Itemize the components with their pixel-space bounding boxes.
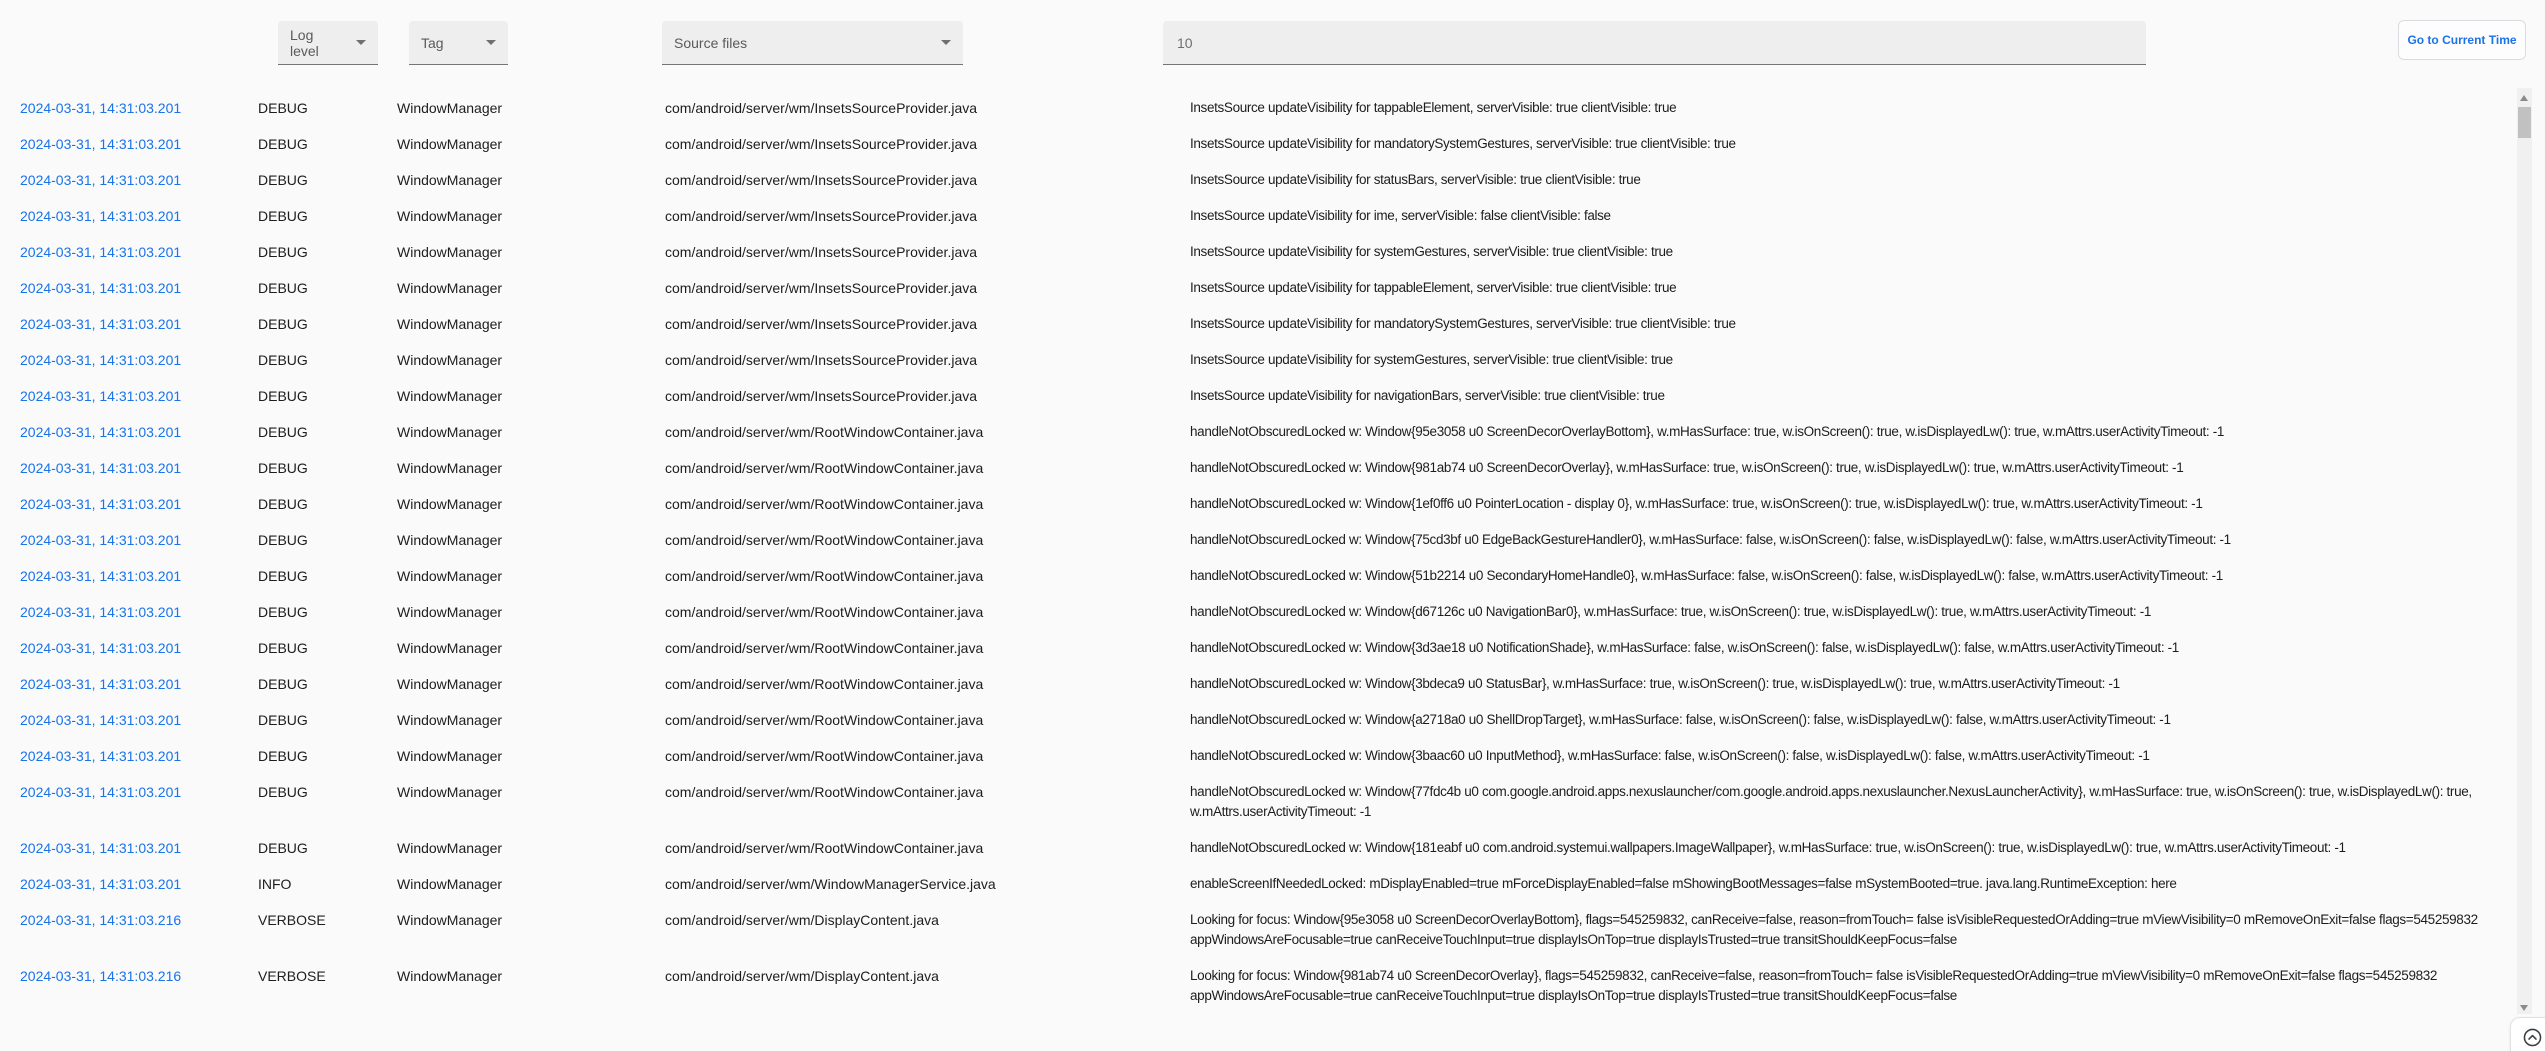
log-entry-row [0,630,2545,666]
log-tag: WindowManager [397,424,503,440]
log-message: InsetsSource updateVisibility for statusBars, serverVisible: true clientVisible: true [1190,172,1641,187]
log-message: handleNotObscuredLocked w: Window{95e3058 u0 ScreenDecorOverlayBottom}, w.mHasSurface: true, w.isOnScreen(): true, w.isDisplayedLw(): true, w.mAttrs.userActivityTimeout: -1 [1190,424,2225,439]
log-tag: WindowManager [397,532,503,548]
log-message: InsetsSource updateVisibility for ime, serverVisible: false clientVisible: false [1190,208,1611,223]
log-level: DEBUG [258,676,308,692]
log-source-file: com/android/server/wm/InsetsSourceProvider.java [665,316,978,332]
log-message: handleNotObscuredLocked w: Window{3bdeca9 u0 StatusBar}, w.mHasSurface: true, w.isOnScreen(): true, w.isDisplayedLw(): true, w.mAttrs.userActivityTimeout: -1 [1190,676,2120,691]
log-entry-row [0,234,2545,270]
log-tag: WindowManager [397,280,503,296]
log-level-filter-select[interactable] [278,21,378,65]
log-timestamp-link[interactable]: 2024-03-31, 14:31:03.216 [20,968,182,984]
log-message: InsetsSource updateVisibility for mandatorySystemGestures, serverVisible: true clientVisible: true [1190,136,1736,151]
log-entry-row [0,126,2545,162]
log-tag: WindowManager [397,568,503,584]
log-message: InsetsSource updateVisibility for navigationBars, serverVisible: true clientVisible: true [1190,388,1665,403]
log-timestamp-link[interactable]: 2024-03-31, 14:31:03.201 [20,460,182,476]
log-level: DEBUG [258,388,308,404]
log-entry-row [0,342,2545,378]
log-level: DEBUG [258,496,308,512]
log-level: DEBUG [258,316,308,332]
log-source-file: com/android/server/wm/RootWindowContainer.java [665,424,984,440]
go-to-current-time-button[interactable]: Go to Current Time [2398,20,2526,60]
log-timestamp-link[interactable]: 2024-03-31, 14:31:03.201 [20,280,182,296]
log-message: InsetsSource updateVisibility for systemGestures, serverVisible: true clientVisible: true [1190,352,1673,367]
log-entry-row [0,594,2545,630]
log-message: InsetsSource updateVisibility for systemGestures, serverVisible: true clientVisible: true [1190,244,1673,259]
log-message: InsetsSource updateVisibility for tappableElement, serverVisible: true clientVisible: true [1190,100,1677,115]
log-entry-row [0,90,2545,126]
log-level: DEBUG [258,460,308,476]
log-timestamp-link[interactable]: 2024-03-31, 14:31:03.201 [20,568,182,584]
log-entry-row [0,558,2545,594]
log-message: handleNotObscuredLocked w: Window{51b2214 u0 SecondaryHomeHandle0}, w.mHasSurface: false, w.isOnScreen(): false, w.isDisplayedLw(): false, w.mAttrs.userActivityTimeout: -1 [1190,568,2223,583]
log-level: DEBUG [258,244,308,260]
scrollbar-down-arrow-icon[interactable] [2520,1005,2528,1011]
log-level: VERBOSE [258,912,326,928]
log-timestamp-link[interactable]: 2024-03-31, 14:31:03.201 [20,100,182,116]
log-source-file: com/android/server/wm/InsetsSourceProvider.java [665,388,978,404]
log-source-file: com/android/server/wm/RootWindowContainer.java [665,748,984,764]
log-message: handleNotObscuredLocked w: Window{3d3ae18 u0 NotificationShade}, w.mHasSurface: false, w.isOnScreen(): false, w.isDisplayedLw(): false, w.mAttrs.userActivityTimeout: -1 [1190,640,2179,655]
log-level: DEBUG [258,640,308,656]
log-source-file: com/android/server/wm/RootWindowContainer.java [665,712,984,728]
log-timestamp-link[interactable]: 2024-03-31, 14:31:03.201 [20,532,182,548]
log-level: DEBUG [258,424,308,440]
log-source-file: com/android/server/wm/RootWindowContainer.java [665,532,984,548]
log-timestamp-link[interactable]: 2024-03-31, 14:31:03.201 [20,840,182,856]
log-entry-row [0,866,2545,902]
vertical-scrollbar-thumb[interactable] [2518,107,2531,138]
log-entry-row [0,162,2545,198]
tag-filter-select[interactable] [409,21,508,65]
log-tag: WindowManager [397,604,503,620]
log-message: handleNotObscuredLocked w: Window{181eabf u0 com.android.systemui.wallpapers.ImageWallpaper}, w.mHasSurface: true, w.isOnScreen(): true, w.isDisplayedLw(): true, w.mAttrs.userActivityTimeout: -1 [1190,840,2346,855]
log-message: InsetsSource updateVisibility for tappableElement, serverVisible: true clientVisible: true [1190,280,1677,295]
log-tag: WindowManager [397,100,503,116]
log-timestamp-link[interactable]: 2024-03-31, 14:31:03.201 [20,244,182,260]
log-tag: WindowManager [397,840,503,856]
log-entry-row [0,958,2545,1014]
log-source-file: com/android/server/wm/RootWindowContainer.java [665,568,984,584]
log-tag: WindowManager [397,640,503,656]
log-level: DEBUG [258,100,308,116]
log-level: DEBUG [258,568,308,584]
log-timestamp-link[interactable]: 2024-03-31, 14:31:03.201 [20,604,182,620]
log-source-file: com/android/server/wm/RootWindowContainer.java [665,676,984,692]
log-level: DEBUG [258,712,308,728]
scrollbar-up-arrow-icon[interactable] [2520,95,2528,101]
log-tag: WindowManager [397,172,503,188]
log-source-file: com/android/server/wm/InsetsSourceProvider.java [665,280,978,296]
log-message: Looking for focus: Window{95e3058 u0 ScreenDecorOverlayBottom}, flags=545259832, canReceive=false, reason=fromTouch= false isVisibleRequestedOrAdding=true mViewVisibility=0 mRemoveOnExit=false flags=545259832 appWindowsAreFocusable=true canReceiveTouchInput=true displayIsOnTop=true displayIsTrusted=true transitShouldKeepFocus=false [1190,912,2478,947]
log-tag: WindowManager [397,912,503,928]
log-level: DEBUG [258,748,308,764]
log-source-file: com/android/server/wm/InsetsSourceProvider.java [665,352,978,368]
log-timestamp-link[interactable]: 2024-03-31, 14:31:03.201 [20,784,182,800]
log-timestamp-link[interactable]: 2024-03-31, 14:31:03.201 [20,208,182,224]
log-entry-row [0,486,2545,522]
log-tag: WindowManager [397,388,503,404]
log-tag: WindowManager [397,712,503,728]
log-entry-row [0,414,2545,450]
vertical-scrollbar-track[interactable] [2517,88,2532,1014]
dropdown-arrow-icon [486,40,496,45]
log-source-file: com/android/server/wm/DisplayContent.java [665,912,939,928]
log-level: DEBUG [258,172,308,188]
log-message: Looking for focus: Window{981ab74 u0 ScreenDecorOverlay}, flags=545259832, canReceive=false, reason=fromTouch= false isVisibleRequestedOrAdding=true mViewVisibility=0 mRemoveOnExit=false flags=545259832 appWindowsAreFocusable=true canReceiveTouchInput=true displayIsOnTop=true displayIsTrusted=true transitShouldKeepFocus=false [1190,968,2438,1003]
log-tag: WindowManager [397,136,503,152]
log-entries-list [0,90,2545,1014]
log-source-file: com/android/server/wm/DisplayContent.java [665,968,939,984]
log-timestamp-link[interactable]: 2024-03-31, 14:31:03.201 [20,496,182,512]
log-tag: WindowManager [397,244,503,260]
log-level: DEBUG [258,280,308,296]
log-message: handleNotObscuredLocked w: Window{75cd3bf u0 EdgeBackGestureHandler0}, w.mHasSurface: false, w.isOnScreen(): false, w.isDisplayedLw(): false, w.mAttrs.userActivityTimeout: -1 [1190,532,2231,547]
log-source-file: com/android/server/wm/RootWindowContainer.java [665,604,984,620]
log-tag: WindowManager [397,968,503,984]
log-tag: WindowManager [397,460,503,476]
log-tag: WindowManager [397,316,503,332]
search-input[interactable] [1163,21,2146,65]
log-message: handleNotObscuredLocked w: Window{981ab74 u0 ScreenDecorOverlay}, w.mHasSurface: true, w.isOnScreen(): true, w.isDisplayedLw(): true, w.mAttrs.userActivityTimeout: -1 [1190,460,2184,475]
log-timestamp-link[interactable]: 2024-03-31, 14:31:03.201 [20,748,182,764]
log-timestamp-link[interactable]: 2024-03-31, 14:31:03.216 [20,912,182,928]
log-entry-row [0,270,2545,306]
log-tag: WindowManager [397,876,503,892]
log-entry-row [0,902,2545,958]
log-source-file: com/android/server/wm/InsetsSourceProvider.java [665,100,978,116]
scroll-to-top-button[interactable] [2510,1017,2545,1051]
log-source-file: com/android/server/wm/RootWindowContainer.java [665,460,984,476]
log-entry-row [0,378,2545,414]
log-source-file: com/android/server/wm/InsetsSourceProvider.java [665,172,978,188]
log-entry-row [0,774,2545,830]
log-level: VERBOSE [258,968,326,984]
log-tag: WindowManager [397,496,503,512]
log-tag: WindowManager [397,748,503,764]
log-tag: WindowManager [397,208,503,224]
log-level-filter-label: Log level [290,26,319,59]
log-entry-row [0,738,2545,774]
log-level: DEBUG [258,208,308,224]
log-level: DEBUG [258,604,308,620]
log-entry-row [0,702,2545,738]
log-source-file: com/android/server/wm/RootWindowContainer.java [665,496,984,512]
log-entry-row [0,522,2545,558]
log-source-file: com/android/server/wm/InsetsSourceProvider.java [665,244,978,260]
log-source-file: com/android/server/wm/RootWindowContainer.java [665,784,984,800]
log-source-file: com/android/server/wm/InsetsSourceProvider.java [665,136,978,152]
log-timestamp-link[interactable]: 2024-03-31, 14:31:03.201 [20,676,182,692]
source-files-filter-select[interactable] [662,21,963,65]
log-timestamp-link[interactable]: 2024-03-31, 14:31:03.201 [20,712,182,728]
log-source-file: com/android/server/wm/InsetsSourceProvider.java [665,208,978,224]
log-entry-row [0,666,2545,702]
log-source-file: com/android/server/wm/RootWindowContainer.java [665,840,984,856]
log-tag: WindowManager [397,352,503,368]
log-source-file: com/android/server/wm/RootWindowContainer.java [665,640,984,656]
log-message: handleNotObscuredLocked w: Window{d67126c u0 NavigationBar0}, w.mHasSurface: true, w.isOnScreen(): true, w.isDisplayedLw(): true, w.mAttrs.userActivityTimeout: -1 [1190,604,2151,619]
source-files-filter-label: Source files [674,34,748,51]
dropdown-arrow-icon [356,40,366,45]
log-timestamp-link[interactable]: 2024-03-31, 14:31:03.201 [20,316,182,332]
log-message: handleNotObscuredLocked w: Window{77fdc4b u0 com.google.android.apps.nexuslauncher/com.google.android.apps.nexuslauncher.NexusLauncherActivity}, w.mHasSurface: true, w.isOnScreen(): true, w.isDisplayedLw(): true, w.mAttrs.userActivityTimeout: -1 [1190,784,2472,819]
log-entry-row [0,198,2545,234]
log-tag: WindowManager [397,784,503,800]
dropdown-arrow-icon [941,40,951,45]
log-level: DEBUG [258,532,308,548]
log-message: InsetsSource updateVisibility for mandatorySystemGestures, serverVisible: true clientVisible: true [1190,316,1736,331]
log-entry-row [0,830,2545,866]
log-level: DEBUG [258,352,308,368]
log-timestamp-link[interactable]: 2024-03-31, 14:31:03.201 [20,876,182,892]
log-timestamp-link[interactable]: 2024-03-31, 14:31:03.201 [20,136,182,152]
log-timestamp-link[interactable]: 2024-03-31, 14:31:03.201 [20,388,182,404]
log-level: DEBUG [258,136,308,152]
log-level: DEBUG [258,840,308,856]
circle-chevron-up-icon [2522,1027,2543,1048]
log-message: handleNotObscuredLocked w: Window{3baac60 u0 InputMethod}, w.mHasSurface: false, w.isOnScreen(): false, w.isDisplayedLw(): false, w.mAttrs.userActivityTimeout: -1 [1190,748,2150,763]
log-message: enableScreenIfNeededLocked: mDisplayEnabled=true mForceDisplayEnabled=false mShowingBootMessages=false mSystemBooted=true. java.lang.RuntimeException: here [1190,876,2177,891]
log-source-file: com/android/server/wm/WindowManagerService.java [665,876,996,892]
log-tag: WindowManager [397,676,503,692]
log-timestamp-link[interactable]: 2024-03-31, 14:31:03.201 [20,640,182,656]
log-entry-row [0,450,2545,486]
log-message: handleNotObscuredLocked w: Window{1ef0ff6 u0 PointerLocation - display 0}, w.mHasSurface: true, w.isOnScreen(): true, w.isDisplayedLw(): true, w.mAttrs.userActivityTimeout: -1 [1190,496,2203,511]
log-level: INFO [258,876,292,892]
log-timestamp-link[interactable]: 2024-03-31, 14:31:03.201 [20,424,182,440]
tag-filter-label: Tag [421,34,444,51]
log-entry-row [0,306,2545,342]
log-timestamp-link[interactable]: 2024-03-31, 14:31:03.201 [20,352,182,368]
log-level: DEBUG [258,784,308,800]
log-message: handleNotObscuredLocked w: Window{a2718a0 u0 ShellDropTarget}, w.mHasSurface: false, w.isOnScreen(): false, w.isDisplayedLw(): false, w.mAttrs.userActivityTimeout: -1 [1190,712,2171,727]
log-timestamp-link[interactable]: 2024-03-31, 14:31:03.201 [20,172,182,188]
